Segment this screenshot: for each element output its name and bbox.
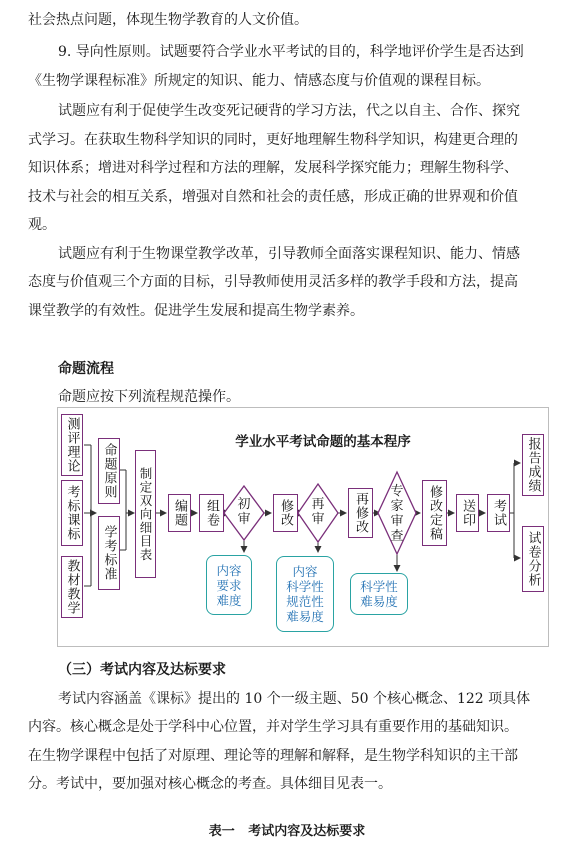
principle-box: 命题原则 bbox=[98, 438, 120, 504]
second-review-label: 再审 bbox=[311, 497, 325, 527]
paragraph-line: 观。 bbox=[28, 217, 56, 233]
source-standards: 考标课标 bbox=[61, 480, 83, 546]
table-caption: 表一 考试内容及达标要求 bbox=[208, 824, 366, 839]
report-box: 报告成绩 bbox=[522, 434, 544, 496]
paragraph-line: 内容。核心概念是处于学科中心位置，并对学生学习具有重要作用的基础知识。 bbox=[28, 719, 518, 735]
exam-standard-box: 学考标准 bbox=[98, 516, 120, 590]
expert-review-label: 专家审查 bbox=[390, 484, 404, 544]
process-flowchart bbox=[57, 407, 549, 647]
paragraph-line: 试题应有利于促使学生改变死记硬背的学习方法，代之以自主、合作、探究 bbox=[58, 103, 520, 119]
finalize-box: 修改定稿 bbox=[422, 480, 447, 546]
paragraph-line: 社会热点问题，体现生物学教育的人文价值。 bbox=[28, 12, 308, 28]
paragraph-line: 命题应按下列流程规范操作。 bbox=[58, 389, 240, 405]
paragraph-line: 课堂教学的有效性。促进学生发展和提高生物学素养。 bbox=[28, 303, 364, 319]
first-review-note: 内容 要求 难度 bbox=[206, 555, 252, 615]
exam-box: 考试 bbox=[487, 494, 510, 532]
paragraph-line: 技术与社会的相互关系，增强对自然和社会的责任感，形成正确的世界观和价值 bbox=[28, 189, 518, 205]
first-review-label: 初审 bbox=[237, 497, 251, 527]
source-textbooks: 教材教学 bbox=[61, 556, 83, 618]
paragraph-line: 9. 导向性原则。试题要符合学业水平考试的目的，科学地评价学生是否达到 bbox=[58, 44, 524, 60]
edit-box: 编题 bbox=[168, 494, 191, 532]
section-heading: （三）考试内容及达标要求 bbox=[58, 662, 226, 678]
paragraph-line: 分。考试中，要加强对核心概念的考查。具体细目见表一。 bbox=[28, 776, 392, 792]
section-heading: 命题流程 bbox=[58, 361, 114, 377]
paragraph-line: 态度与价值观三个方面的目标，引导教师使用灵活多样的教学手段和方法，提高 bbox=[28, 274, 518, 290]
revise-box: 修改 bbox=[273, 494, 298, 532]
assemble-box: 组卷 bbox=[199, 494, 224, 532]
paragraph-line: 试题应有利于生物课堂教学改革，引导教师全面落实课程知识、能力、情感 bbox=[58, 246, 520, 262]
print-box: 送印 bbox=[456, 494, 479, 532]
analysis-box: 试卷分析 bbox=[522, 526, 544, 592]
paragraph-line: 在生物学课程中包括了对原理、理论等的理解和解释，是生物学科知识的主干部 bbox=[28, 748, 518, 764]
spec-table-box: 制定双向细目表 bbox=[135, 450, 156, 578]
paragraph-line: 考试内容涵盖《课标》提出的 10 个一级主题、50 个核心概念、122 项具体 bbox=[58, 691, 531, 707]
revise-again-box: 再修改 bbox=[348, 488, 373, 538]
source-theory: 测评理论 bbox=[61, 414, 83, 476]
expert-review-note: 科学性 难易度 bbox=[350, 573, 408, 615]
second-review-note: 内容 科学性 规范性 难易度 bbox=[276, 556, 334, 632]
paragraph-line: 式学习。在获取生物科学知识的同时，更好地理解生物科学知识，构建更合理的 bbox=[28, 132, 518, 148]
paragraph-line: 知识体系；增进对科学过程和方法的理解，发展科学探究能力；理解生物科学、 bbox=[28, 160, 518, 176]
flowchart-title: 学业水平考试命题的基本程序 bbox=[235, 434, 411, 450]
paragraph-line: 《生物学课程标准》所规定的知识、能力、情感态度与价值观的课程目标。 bbox=[28, 73, 490, 89]
